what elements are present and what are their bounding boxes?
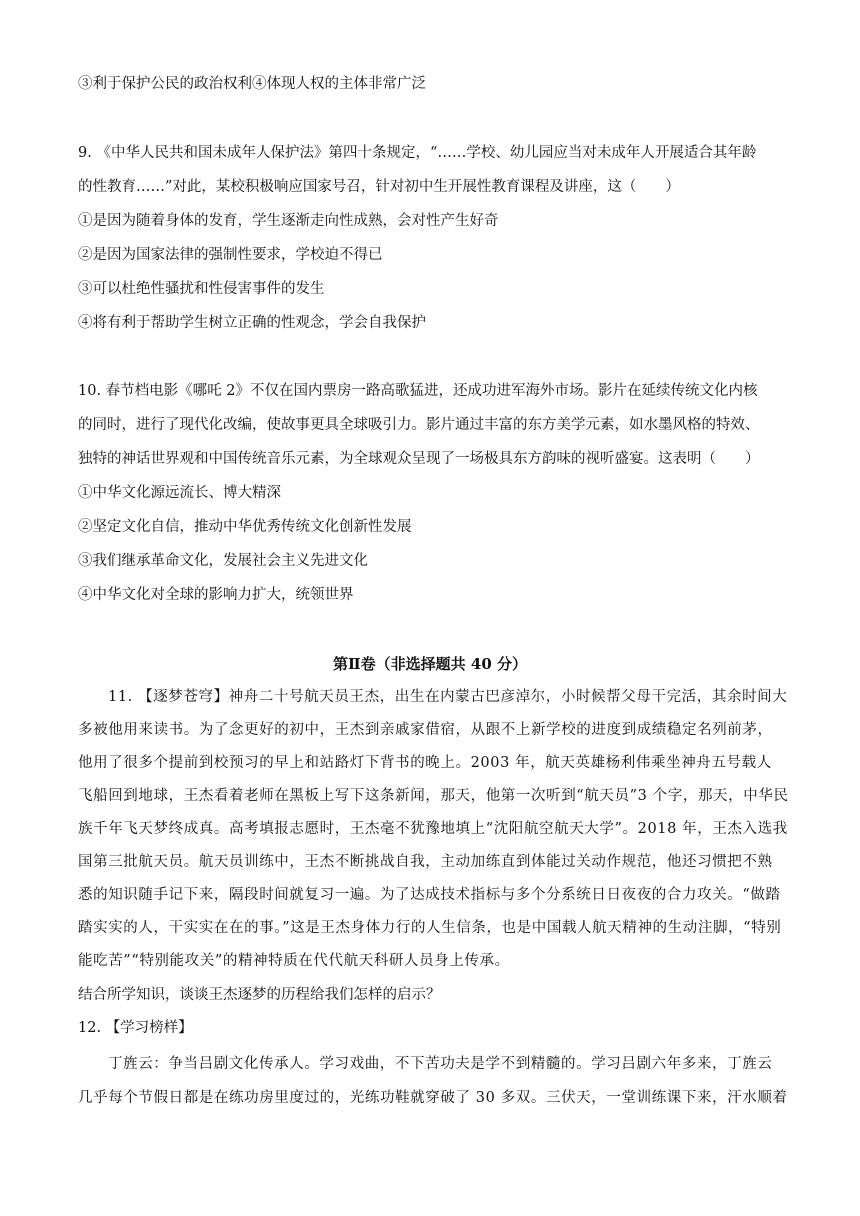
section-title: 第Ⅱ卷（非选择题共 40 分） [333, 655, 527, 673]
q10-stem-line-2: 的同时，进行了现代化改编，使故事更具全球吸引力。影片通过丰富的东方美学元素，如水墨风格的特效、 [78, 417, 760, 433]
q12-line-2: 几乎每个节假日都是在练功房里度过的，光练功鞋就穿破了 30 多双。三伏天，一堂训练课下来，汗水顺着 [78, 1090, 788, 1106]
q10-item-1: ①中华文化源远流长、博大精深 [78, 485, 281, 501]
q10-stem-line-3: 独特的神话世界观和中国传统音乐元素，为全球观众呈现了一场极具东方韵味的视听盛宴。这表明（ ） [78, 451, 760, 467]
q11-line-1: 11. 【逐梦苍穹】神舟二十号航天员王杰，出生在内蒙古巴彦淖尔，小时候帮父母干完活，其余时间大 [108, 689, 788, 705]
q9-item-4: ④将有利于帮助学生树立正确的性观念，学会自我保护 [78, 315, 426, 331]
q10-item-3: ③我们继承革命文化，发展社会主义先进文化 [78, 553, 368, 569]
q10-item-4: ④中华文化对全球的影响力扩大，统领世界 [78, 587, 354, 603]
q11-line-3: 他用了很多个提前到校预习的早上和站路灯下背书的晚上。2003 年，航天英雄杨利伟乘坐神舟五号载人 [78, 755, 772, 771]
q10-stem-line-1: 10. 春节档电影《哪吒 2》不仅在国内票房一路高歌猛进，还成功进军海外市场。影片在延续传统文化内核 [78, 383, 758, 399]
q10-item-2: ②坚定文化自信，推动中华优秀传统文化创新性发展 [78, 519, 412, 535]
q11-line-9: 能吃苦”“特别能攻关”的精神特质在代代航天科研人员身上传承。 [78, 953, 510, 969]
q9-item-1: ①是因为随着身体的发育，学生逐渐走向性成熟，会对性产生好奇 [78, 213, 499, 229]
q9-item-3: ③可以杜绝性骚扰和性侵害事件的发生 [78, 281, 325, 297]
q11-line-7: 悉的知识随手记下来，隔段时间就复习一遍。为了达成技术指标与多个分系统日日夜夜的合力攻关。“做踏 [78, 887, 781, 903]
q11-line-8: 踏实实的人，干实实在在的事。”这是王杰身体力行的人生信条，也是中国载人航天精神的生动注脚，“特别 [78, 920, 782, 936]
q11-line-5: 族千年飞天梦终成真。高考填报志愿时，王杰毫不犹豫地填上“沈阳航空航天大学”。2018 年，王杰入选我 [78, 821, 788, 837]
q12-line-1: 丁旌云：争当吕剧文化传承人。学习戏曲，不下苦功夫是学不到精髓的。学习吕剧六年多来，丁旌云 [108, 1056, 773, 1072]
q12-heading: 12. 【学习榜样】 [78, 1020, 193, 1036]
q11-question: 结合所学知识，谈谈王杰逐梦的历程给我们怎样的启示？ [78, 987, 441, 1003]
q11-line-4: 飞船回到地球，王杰看着老师在黑板上写下这条新闻，那天，他第一次听到“航天员”3 个字，那天，中华民 [78, 788, 789, 804]
q11-line-2: 多被他用来读书。为了念更好的初中，王杰到亲戚家借宿，从跟不上新学校的进度到成绩稳定名列前茅， [78, 722, 773, 738]
q8-statement: ③利于保护公民的政治权利④体现人权的主体非常广泛 [78, 76, 426, 92]
q9-stem-line-1: 9. 《中华人民共和国未成年人保护法》第四十条规定，“……学校、幼儿园应当对未成年人开展适合其年龄 [78, 145, 757, 161]
q11-line-6: 国第三批航天员。航天员训练中，王杰不断挑战自我，主动加练直到体能过关动作规范，他还习惯把不熟 [78, 854, 773, 870]
q9-item-2: ②是因为国家法律的强制性要求，学校迫不得已 [78, 247, 383, 263]
q9-stem-line-2: 的性教育……”对此，某校积极响应国家号召，针对初中生开展性教育课程及讲座，这（ ） [78, 179, 680, 195]
